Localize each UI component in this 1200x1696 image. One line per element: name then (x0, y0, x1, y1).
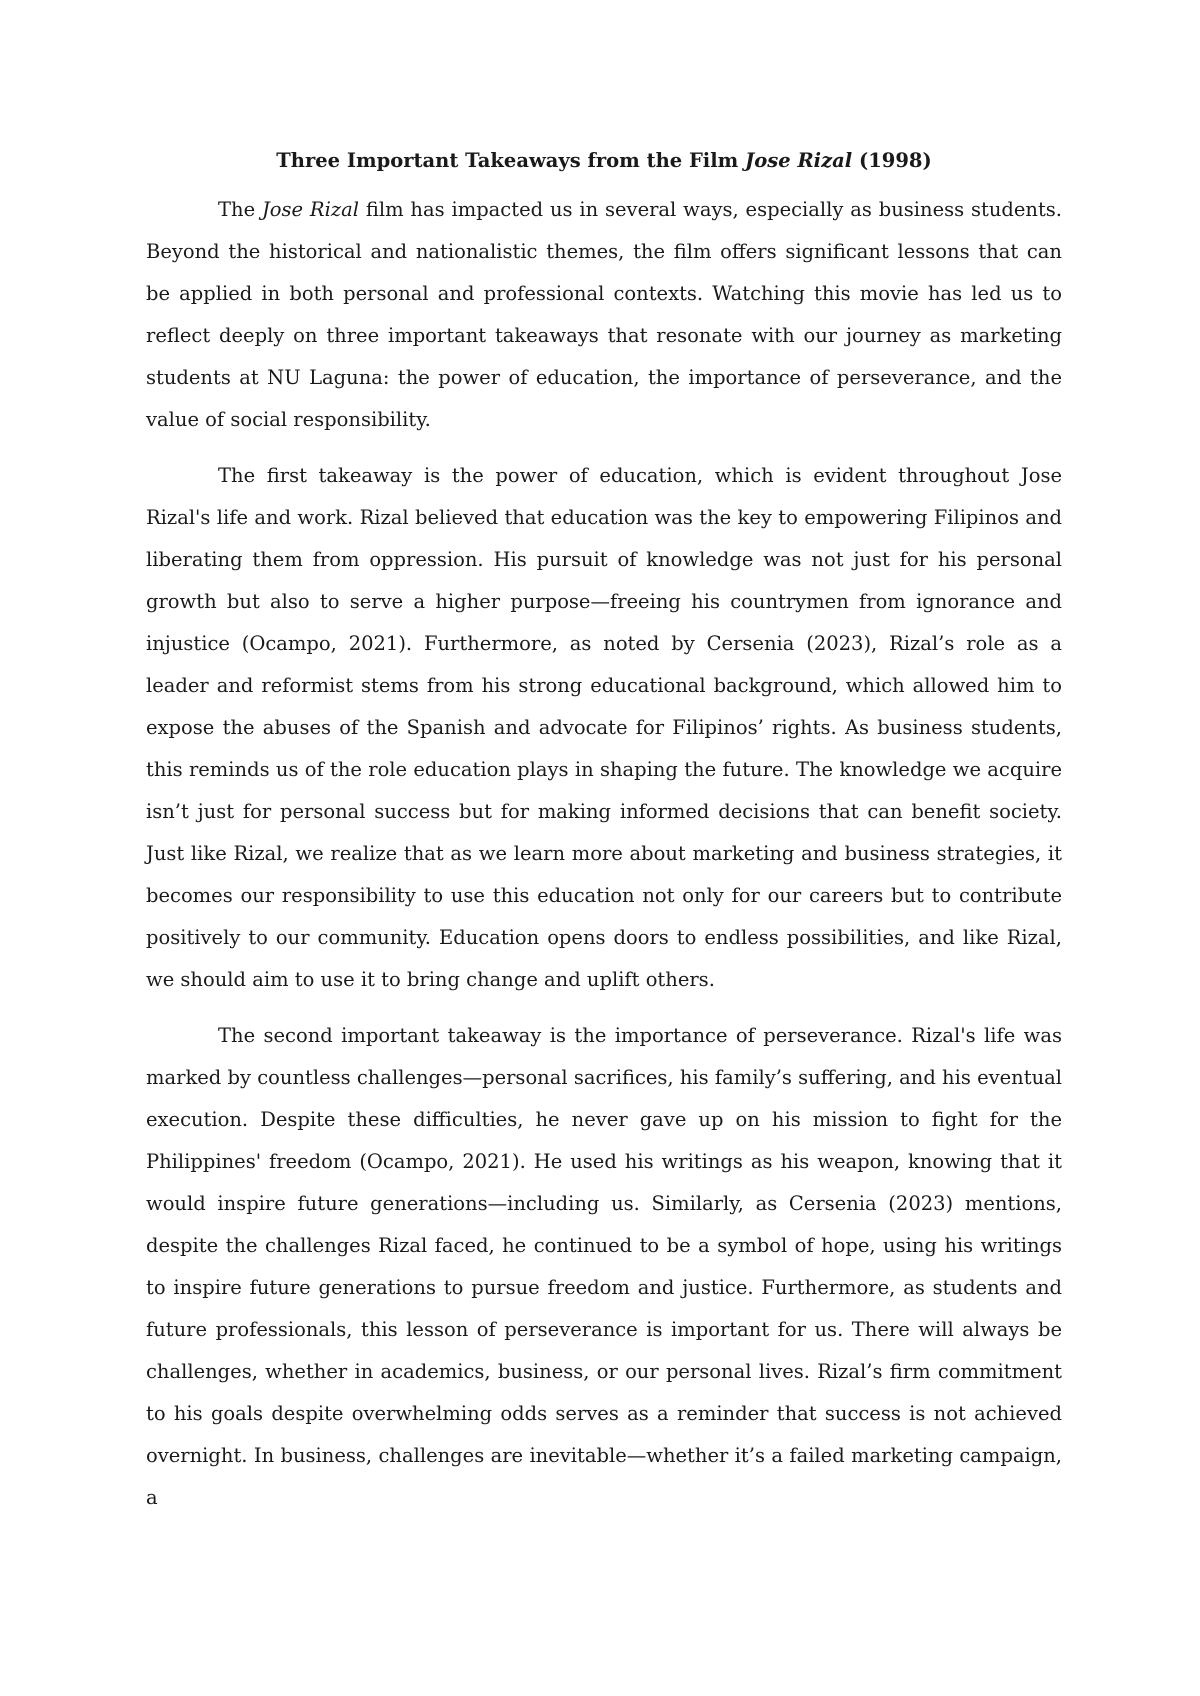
title-film-name: Jose Rizal (745, 149, 853, 172)
document-title (146, 143, 1062, 179)
paragraph-intro (146, 189, 1062, 441)
title-text-before: Three Important Takeaways from the Film (276, 149, 746, 172)
paragraph-perseverance: The second important takeaway is the importance of perseverance. Rizal's life was marked by countless challenges—personal sacrifices, his family’s suffering, and his eventual execution. Despite these difficulties, he never gave up on his mission to fight for the Philippines' freedom (Ocampo, 2021). He used his writings as his weapon, knowing that it would inspire future generations—including us. Similarly, as Cersenia (2023) mentions, despite the challenges Rizal faced, he continued to be a symbol of hope, using his writings to inspire future generations to pursue freedom and justice. Furthermore, as students and future professionals, this lesson of perseverance is important for us. There will always be challenges, whether in academics, business, or our personal lives. Rizal’s firm commitment to his goals despite overwhelming odds serves as a reminder that success is not achieved overnight. In business, challenges are inevitable—whether it’s a failed marketing campaign, a (146, 1024, 1062, 1509)
paragraph-intro-before: The (218, 198, 262, 221)
paragraph-education: The first takeaway is the power of education, which is evident throughout Jose Rizal's life and work. Rizal believed that education was the key to empowering Filipinos and liberating them from oppression. His pursuit of knowledge was not just for his personal growth but also to serve a higher purpose—freeing his countrymen from ignorance and injustice (Ocampo, 2021). Furthermore, as noted by Cersenia (2023), Rizal’s role as a leader and reformist stems from his strong educational background, which allowed him to expose the abuses of the Spanish and advocate for Filipinos’ rights. As business students, this reminds us of the role education plays in shaping the future. The knowledge we acquire isn’t just for personal success but for making informed decisions that can benefit society. Just like Rizal, we realize that as we learn more about marketing and business strategies, it becomes our responsibility to use this education not only for our careers but to contribute positively to our community. Education opens doors to endless possibilities, and like Rizal, we should aim to use it to bring change and uplift others. (146, 464, 1062, 991)
paragraph-intro-film-name: Jose Rizal (261, 198, 359, 221)
document-page (146, 143, 1062, 1533)
paragraph-intro-after: film has impacted us in several ways, especially as business students. Beyond the historical and nationalistic themes, the film offers significant lessons that can be applied in both personal and professional contexts. Watching this movie has led us to reflect deeply on three important takeaways that resonate with our journey as marketing students at NU Laguna: the power of education, the importance of perseverance, and the value of social responsibility. (146, 198, 1063, 431)
title-text-after: (1998) (852, 149, 932, 172)
